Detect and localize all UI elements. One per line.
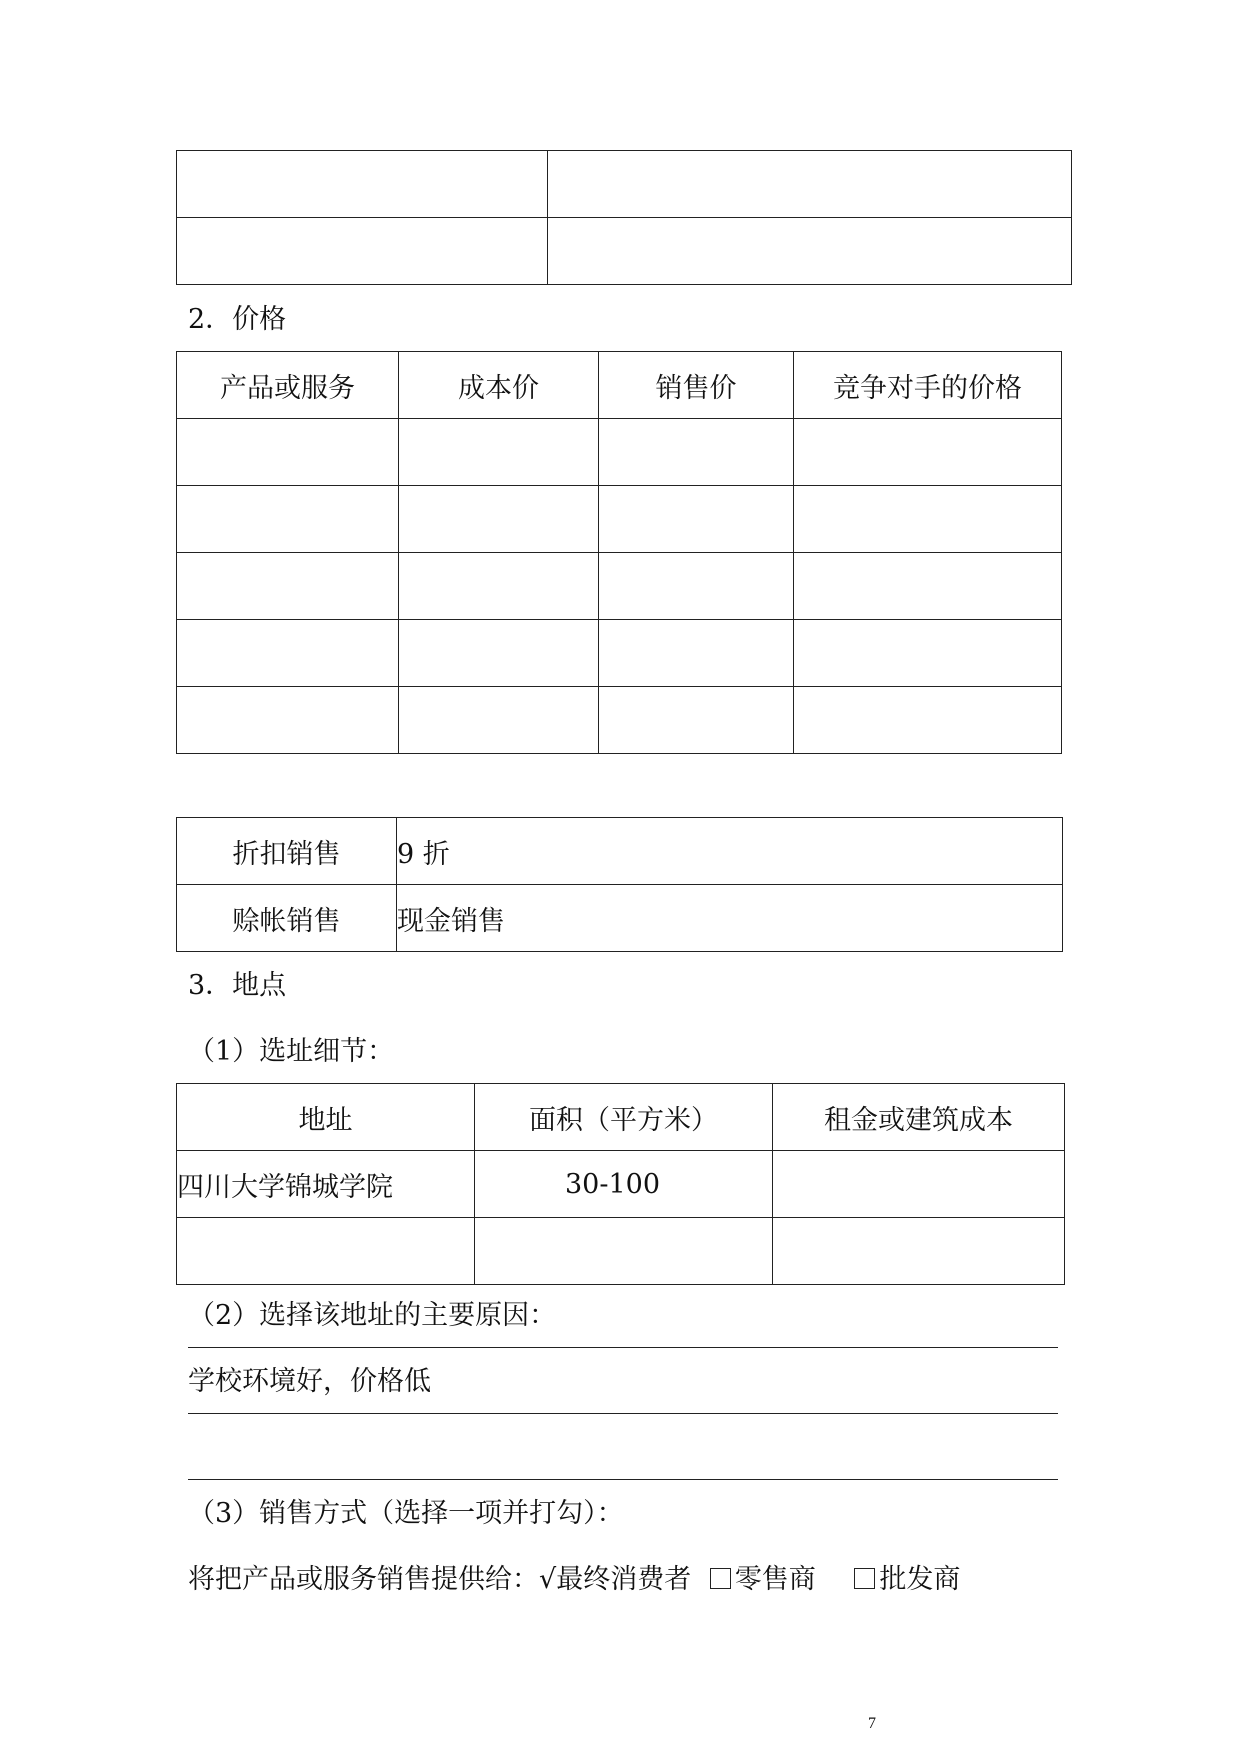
column-header: 成本价 (399, 352, 599, 419)
reason-heading: （2）选择该地址的主要原因： (188, 1300, 557, 1331)
column-header: 租金或建筑成本 (773, 1084, 1065, 1151)
answer-line (188, 1479, 1058, 1480)
site-address: 四川大学锦城学院 (177, 1151, 475, 1218)
sales-target-label: 将把产品或服务销售提供给： (188, 1564, 539, 1595)
discount-value: 9 折 (397, 818, 1063, 885)
answer-line (188, 1347, 1058, 1348)
table-row (177, 620, 1062, 687)
table-cell (177, 687, 399, 754)
site-area: 30-100 (475, 1151, 773, 1218)
sales-target-line (188, 1560, 960, 1600)
table-row (177, 687, 1062, 754)
table-cell (399, 620, 599, 687)
table-row (177, 218, 1072, 285)
discount-label: 折扣销售 (177, 818, 397, 885)
checkbox-icon (710, 1568, 731, 1589)
table-cell (548, 151, 1072, 218)
table-row (177, 1218, 1065, 1285)
table-cell (177, 419, 399, 486)
table-cell (177, 1218, 475, 1285)
site-cost (773, 1151, 1065, 1218)
table-cell (475, 1218, 773, 1285)
table-row (177, 818, 1063, 885)
table-cell (794, 620, 1062, 687)
column-header: 产品或服务 (177, 352, 399, 419)
sales-method-heading: （3）销售方式（选择一项并打勾）： (188, 1498, 624, 1529)
credit-label: 赊帐销售 (177, 885, 397, 952)
sales-terms-table (176, 817, 1063, 952)
table-cell (599, 553, 794, 620)
table-cell (599, 486, 794, 553)
table-header-row (177, 352, 1062, 419)
table-cell (399, 553, 599, 620)
site-details-table (176, 1083, 1065, 1285)
column-header: 销售价 (599, 352, 794, 419)
check-mark-icon: √ (539, 1564, 557, 1595)
option-retailer-group (710, 1564, 816, 1595)
option-consumer: 最终消费者 (556, 1564, 692, 1595)
price-section-heading: 2．价格 (188, 304, 287, 335)
column-header: 地址 (177, 1084, 475, 1151)
table-cell (794, 553, 1062, 620)
table-row (177, 151, 1072, 218)
continuation-table (176, 150, 1072, 285)
table-cell (599, 687, 794, 754)
table-cell (177, 486, 399, 553)
option-wholesaler: 批发商 (879, 1564, 961, 1595)
table-cell (177, 218, 548, 285)
page-number: 7 (868, 1715, 876, 1732)
table-cell (599, 419, 794, 486)
table-cell (399, 687, 599, 754)
table-row (177, 419, 1062, 486)
option-wholesaler-group (854, 1564, 960, 1595)
location-section-heading: 3．地点 (188, 970, 287, 1001)
column-header: 竞争对手的价格 (794, 352, 1062, 419)
table-row (177, 553, 1062, 620)
table-cell (599, 620, 794, 687)
answer-line (188, 1413, 1058, 1414)
table-row (177, 486, 1062, 553)
table-row (177, 885, 1063, 952)
table-cell (399, 419, 599, 486)
table-cell (794, 419, 1062, 486)
table-cell (399, 486, 599, 553)
reason-answer: 学校环境好，价格低 (188, 1366, 431, 1397)
column-header: 面积（平方米） (475, 1084, 773, 1151)
table-cell (794, 687, 1062, 754)
table-row (177, 1151, 1065, 1218)
table-cell (177, 151, 548, 218)
checkbox-icon (854, 1568, 875, 1589)
table-cell (177, 620, 399, 687)
table-cell (177, 553, 399, 620)
table-header-row (177, 1084, 1065, 1151)
table-cell (794, 486, 1062, 553)
option-retailer: 零售商 (734, 1564, 816, 1595)
price-table (176, 351, 1062, 754)
credit-value: 现金销售 (397, 885, 1063, 952)
table-cell (773, 1218, 1065, 1285)
table-cell (548, 218, 1072, 285)
site-details-heading: （1）选址细节： (188, 1036, 395, 1067)
